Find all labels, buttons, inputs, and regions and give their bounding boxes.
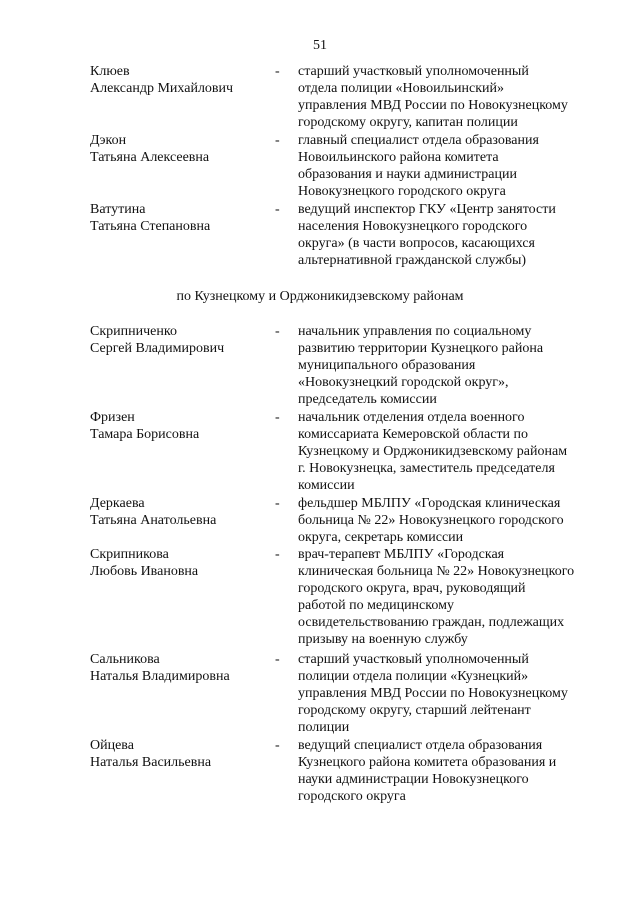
- role-line: полиции отдела полиции «Кузнецкий»: [298, 669, 529, 684]
- role-line: Новоильинского района комитета: [298, 150, 499, 165]
- person-role: [298, 546, 598, 648]
- person-given-name: Татьяна Степановна: [90, 219, 211, 234]
- separator-dash: -: [275, 410, 280, 425]
- role-line: Кузнецкому и Орджоникидзевскому районам: [298, 444, 568, 459]
- person-given-name: Татьяна Анатольевна: [90, 513, 217, 528]
- role-line: начальник отделения отдела военного: [298, 410, 525, 425]
- role-line: Новокузнецкого городского округа: [298, 184, 506, 199]
- role-line: комиссариата Кемеровской области по: [298, 427, 529, 442]
- role-line: образования и науки администрации: [298, 167, 517, 182]
- separator-dash: -: [275, 738, 280, 753]
- role-line: г. Новокузнецка, заместитель председателя: [298, 461, 555, 476]
- role-line: городского округа: [298, 789, 406, 804]
- person-given-name: Сергей Владимирович: [90, 341, 225, 356]
- role-line: начальник управления по социальному: [298, 324, 532, 339]
- person-surname: Деркаева: [90, 496, 145, 511]
- person-name: [90, 546, 265, 580]
- role-line: муниципального образования: [298, 358, 476, 373]
- role-line: председатель комиссии: [298, 392, 437, 407]
- role-line: округа, секретарь комиссии: [298, 530, 464, 545]
- role-line: больница № 22» Новокузнецкого городского: [298, 513, 564, 528]
- person-name: [90, 495, 265, 529]
- role-line: городскому округу, капитан полиции: [298, 115, 518, 130]
- separator-dash: -: [275, 202, 280, 217]
- role-line: старший участковый уполномоченный: [298, 652, 529, 667]
- page-number: 51: [313, 38, 327, 53]
- role-line: «Новокузнецкий городской округ»,: [298, 375, 509, 390]
- person-role: [298, 651, 598, 736]
- person-role: [298, 323, 598, 408]
- role-line: комиссии: [298, 478, 355, 493]
- person-surname: Фризен: [90, 410, 135, 425]
- role-line: главный специалист отдела образования: [298, 133, 539, 148]
- role-line: старший участковый уполномоченный: [298, 64, 529, 79]
- person-name: [90, 63, 265, 97]
- person-name: [90, 323, 265, 357]
- role-line: населения Новокузнецкого городского: [298, 219, 528, 234]
- person-given-name: Тамара Борисовна: [90, 427, 200, 442]
- role-line: городского округа, врач, руководящий: [298, 581, 526, 596]
- person-name: [90, 132, 265, 166]
- separator-dash: -: [275, 496, 280, 511]
- section-heading: по Кузнецкому и Орджоникидзевскому районам: [176, 289, 464, 304]
- role-line: врач-терапевт МБЛПУ «Городская: [298, 547, 505, 562]
- person-surname: Ойцева: [90, 738, 134, 753]
- role-line: ведущий инспектор ГКУ «Центр занятости: [298, 202, 556, 217]
- person-role: [298, 201, 598, 269]
- person-role: [298, 737, 598, 805]
- role-line: клиническая больница № 22» Новокузнецкого: [298, 564, 575, 579]
- person-name: [90, 201, 265, 235]
- person-surname: Скрипникова: [90, 547, 169, 562]
- person-given-name: Наталья Васильевна: [90, 755, 212, 770]
- person-name: [90, 651, 265, 685]
- role-line: освидетельствованию граждан, подлежащих: [298, 615, 565, 630]
- person-surname: Скрипниченко: [90, 324, 177, 339]
- person-name: [90, 409, 265, 443]
- role-line: ведущий специалист отдела образования: [298, 738, 543, 753]
- role-line: округа» (в части вопросов, касающихся: [298, 236, 535, 251]
- person-surname: Дэкон: [90, 133, 127, 148]
- person-role: [298, 495, 598, 546]
- person-given-name: Любовь Ивановна: [90, 564, 199, 579]
- person-surname: Клюев: [90, 64, 130, 79]
- role-line: работой по медицинскому: [298, 598, 454, 613]
- person-given-name: Наталья Владимировна: [90, 669, 230, 684]
- role-line: полиции: [298, 720, 350, 735]
- separator-dash: -: [275, 652, 280, 667]
- role-line: призыву на военную службу: [298, 632, 468, 647]
- separator-dash: -: [275, 547, 280, 562]
- role-line: Кузнецкого района комитета образования и: [298, 755, 557, 770]
- person-role: [298, 63, 598, 131]
- person-name: [90, 737, 265, 771]
- role-line: отдела полиции «Новоильинский»: [298, 81, 505, 96]
- role-line: науки администрации Новокузнецкого: [298, 772, 529, 787]
- separator-dash: -: [275, 324, 280, 339]
- role-line: городскому округу, старший лейтенант: [298, 703, 531, 718]
- role-line: фельдшер МБЛПУ «Городская клиническая: [298, 496, 561, 511]
- role-line: альтернативной гражданской службы): [298, 253, 527, 268]
- role-line: управления МВД России по Новокузнецкому: [298, 98, 568, 113]
- person-role: [298, 409, 598, 494]
- person-given-name: Александр Михайлович: [90, 81, 234, 96]
- person-surname: Ватутина: [90, 202, 146, 217]
- separator-dash: -: [275, 64, 280, 79]
- role-line: управления МВД России по Новокузнецкому: [298, 686, 568, 701]
- person-given-name: Татьяна Алексеевна: [90, 150, 210, 165]
- separator-dash: -: [275, 133, 280, 148]
- role-line: развитию территории Кузнецкого района: [298, 341, 544, 356]
- person-role: [298, 132, 598, 200]
- person-surname: Сальникова: [90, 652, 160, 667]
